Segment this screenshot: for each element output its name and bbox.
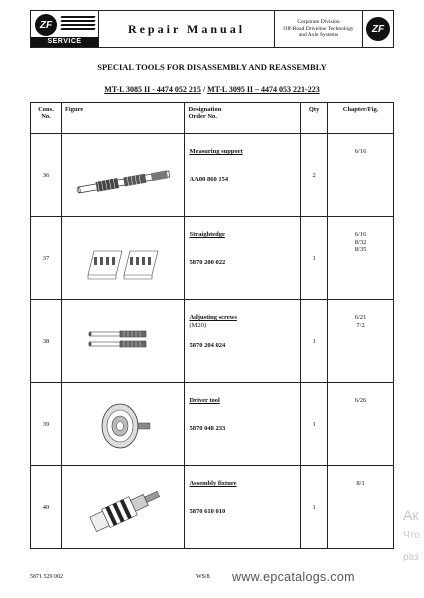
tool-name: Adjusting screws	[189, 314, 237, 321]
tool-name: Straightedge	[189, 231, 225, 238]
tool-spec: (M20)	[189, 322, 207, 329]
model-2: MT-L 3095 II – 4474 053 221-223	[207, 85, 320, 94]
tools-table	[30, 102, 394, 549]
header-designation-label: Designation	[188, 106, 222, 113]
straightedge-figure	[72, 225, 176, 293]
chapter-ref: 6/16	[354, 148, 367, 155]
manual-title: Repair Manual	[99, 11, 275, 47]
designation-cell	[185, 300, 301, 383]
corp-line: Off-Road Driveline Technology	[283, 25, 354, 32]
qty: 1	[301, 466, 328, 549]
order-no: 5870 048 233	[189, 425, 226, 432]
order-no: 5870 204 024	[189, 342, 226, 349]
header-order-label: Order No.	[188, 113, 217, 120]
driver-tool-figure	[72, 391, 176, 459]
model-subtitle	[30, 85, 394, 94]
cons-no: 36	[31, 134, 62, 217]
table-row	[31, 300, 394, 383]
zf-logo-right	[363, 11, 393, 47]
designation-cell	[185, 134, 301, 217]
qty: 2	[301, 134, 328, 217]
table-row	[31, 383, 394, 466]
chapter-cell	[328, 134, 394, 217]
figure-cell	[61, 466, 185, 549]
watermark-link[interactable]: www.epcatalogs.com	[232, 570, 355, 584]
cons-no: 39	[31, 383, 62, 466]
order-no: AA00 860 154	[189, 176, 229, 183]
zf-logo-icon: ZF	[366, 17, 390, 41]
cons-no: 37	[31, 217, 62, 300]
header-qty: Qty	[301, 103, 328, 134]
order-no: 5870 610 010	[189, 508, 226, 515]
designation-cell	[185, 383, 301, 466]
corp-line: and Axle Systems	[298, 32, 339, 39]
footer-page-number: WS/8	[196, 574, 210, 580]
chapter-cell	[328, 300, 394, 383]
figure-cell	[61, 383, 185, 466]
page-title: SPECIAL TOOLS FOR DISASSEMBLY AND REASSEMBLY	[97, 62, 327, 72]
qty: 1	[301, 217, 328, 300]
chapter-ref: 8/35	[354, 246, 367, 253]
figure-cell	[61, 134, 185, 217]
overlay-text: раз	[403, 552, 419, 563]
chapter-ref: 6/16	[354, 231, 367, 238]
corp-line: Corporate Division	[297, 19, 340, 26]
corporate-division	[275, 11, 363, 47]
service-label: SERVICE	[31, 37, 98, 47]
chapter-ref: 8/1	[356, 480, 365, 487]
figure-cell	[61, 217, 185, 300]
logo-stripes	[61, 16, 95, 34]
chapter-cell	[328, 217, 394, 300]
tool-name: Measuring support	[189, 148, 243, 155]
zf-service-logo	[31, 11, 99, 47]
footer-doc-number: 5871 529 002	[30, 574, 63, 580]
table-row	[31, 217, 394, 300]
assembly-fixture-figure	[72, 474, 176, 542]
zf-logo-icon: ZF	[35, 14, 57, 36]
model-1: MT-L 3085 II - 4474 052 215	[104, 85, 201, 94]
adjusting-screws-figure	[72, 308, 176, 376]
designation-cell	[185, 217, 301, 300]
overlay-text: Ак	[403, 507, 419, 523]
cons-no: 40	[31, 466, 62, 549]
chapter-ref: 7/2	[356, 321, 365, 329]
header-cons-no: Cons. No.	[31, 103, 62, 134]
overlay-text: Что	[403, 530, 420, 541]
chapter-ref: 8/32	[354, 238, 367, 246]
chapter-ref: 6/26	[354, 397, 367, 404]
document-header	[30, 10, 394, 48]
chapter-cell	[328, 383, 394, 466]
table-row	[31, 134, 394, 217]
figure-cell	[61, 300, 185, 383]
header-chapter: Chapter/Fig.	[328, 103, 394, 134]
chapter-cell	[328, 466, 394, 549]
qty: 1	[301, 383, 328, 466]
table-header-row	[31, 103, 394, 134]
subtitle-separator: /	[200, 85, 208, 94]
tool-name: Driver tool	[189, 397, 220, 404]
header-designation	[185, 103, 301, 134]
measuring-support-figure	[72, 142, 176, 210]
chapter-ref: 6/21	[354, 314, 367, 321]
order-no: 5870 200 022	[189, 259, 226, 266]
designation-cell	[185, 466, 301, 549]
qty: 1	[301, 300, 328, 383]
cons-no: 38	[31, 300, 62, 383]
tool-name: Assembly fixture	[189, 480, 237, 487]
header-figure: Figure	[61, 103, 185, 134]
table-row	[31, 466, 394, 549]
